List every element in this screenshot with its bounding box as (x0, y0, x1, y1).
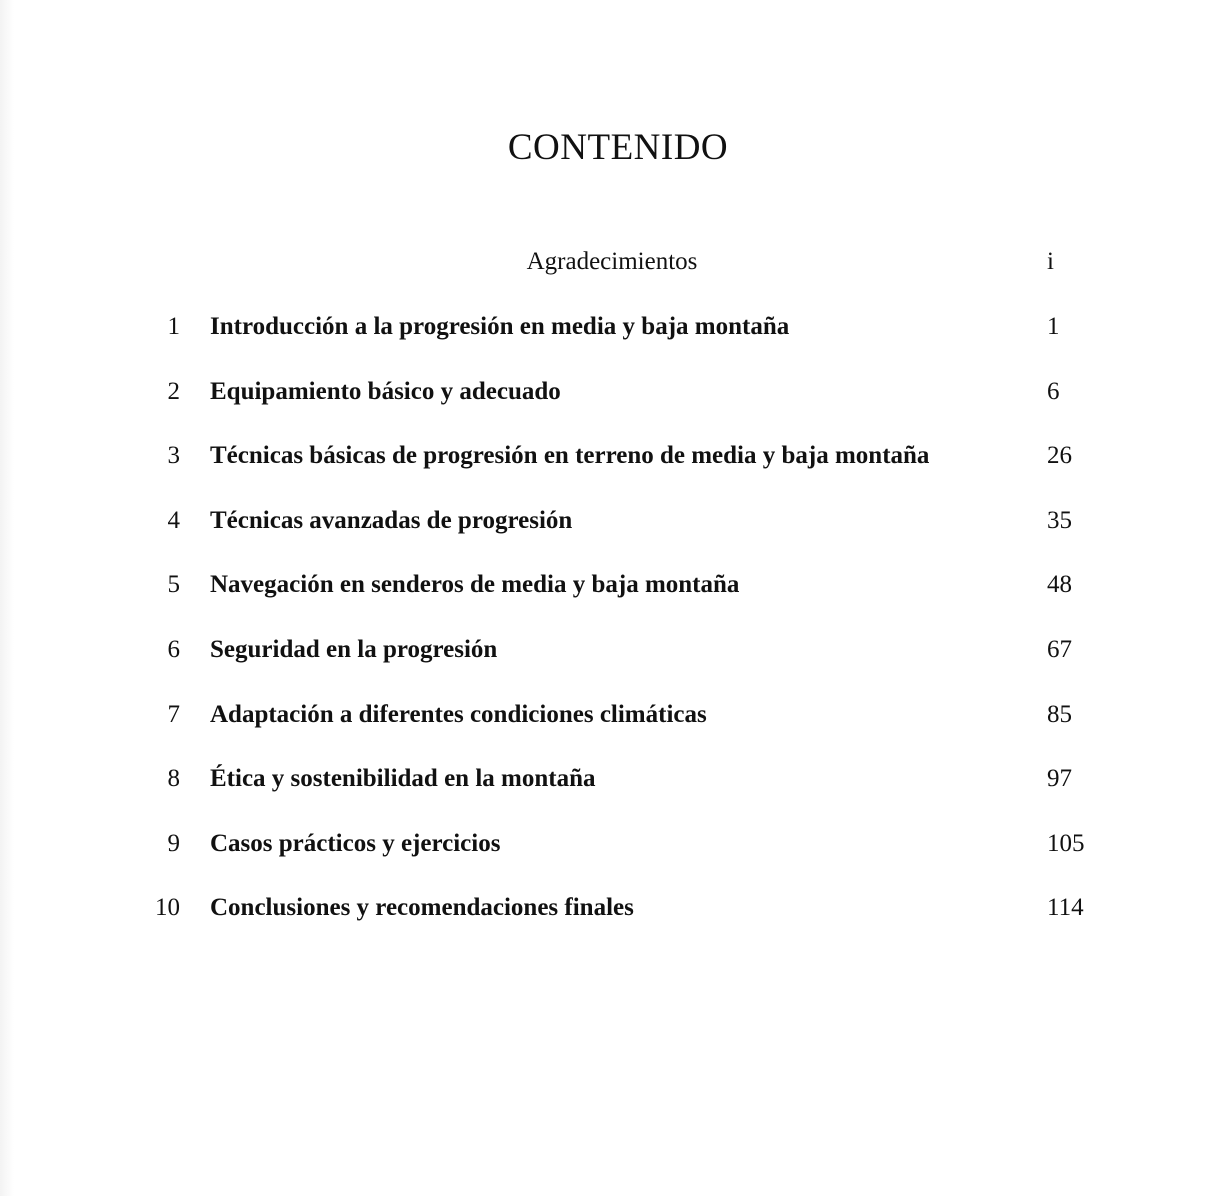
chapter-page: 97 (1047, 765, 1072, 793)
chapter-number: 4 (167, 506, 180, 534)
chapter-page: 114 (1047, 894, 1084, 922)
chapter-page: 105 (1047, 829, 1085, 857)
toc-entry[interactable] (0, 894, 1214, 928)
toc-entry[interactable] (0, 765, 1214, 799)
chapter-number: 8 (167, 765, 180, 793)
toc-front-matter-page: i (1047, 248, 1054, 275)
chapter-number: 7 (167, 700, 180, 728)
chapter-title[interactable]: Técnicas básicas de progresión en terreno de media y baja montaña (210, 442, 930, 470)
chapter-title[interactable]: Equipamiento básico y adecuado (210, 377, 561, 405)
chapter-page: 67 (1047, 636, 1072, 663)
chapter-page: 1 (1047, 313, 1060, 340)
toc-entry[interactable] (0, 636, 1214, 670)
toc-entry[interactable] (0, 442, 1214, 476)
chapter-title[interactable]: Seguridad en la progresión (210, 636, 498, 663)
toc-entry[interactable] (0, 830, 1214, 864)
chapter-number: 1 (167, 313, 180, 340)
toc-entry[interactable] (0, 571, 1214, 605)
chapter-title[interactable]: Técnicas avanzadas de progresión (210, 506, 573, 534)
chapter-page: 85 (1047, 700, 1072, 728)
toc-entry[interactable] (0, 701, 1214, 735)
chapter-page: 48 (1047, 571, 1072, 599)
chapter-number: 9 (167, 829, 180, 857)
chapter-title[interactable]: Introducción a la progresión en media y baja montaña (210, 313, 790, 340)
toc-entry[interactable] (0, 378, 1214, 412)
chapter-number: 5 (167, 571, 180, 599)
chapter-number: 3 (167, 442, 180, 470)
toc-entry[interactable] (0, 313, 1214, 347)
chapter-page: 35 (1047, 506, 1072, 534)
toc-front-matter-label: Agradecimientos (526, 248, 698, 275)
chapter-page: 6 (1047, 377, 1060, 405)
page-title: CONTENIDO (507, 127, 729, 168)
chapter-number: 10 (155, 894, 180, 922)
chapter-title[interactable]: Casos prácticos y ejercicios (210, 829, 501, 857)
chapter-title[interactable]: Ética y sostenibilidad en la montaña (210, 765, 596, 793)
chapter-number: 2 (167, 377, 180, 405)
chapter-title[interactable]: Conclusiones y recomendaciones finales (210, 894, 634, 922)
chapter-title[interactable]: Adaptación a diferentes condiciones climáticas (210, 700, 707, 728)
chapter-title[interactable]: Navegación en senderos de media y baja montaña (210, 571, 740, 599)
toc-entry[interactable] (0, 507, 1214, 541)
chapter-number: 6 (167, 636, 180, 663)
chapter-page: 26 (1047, 442, 1072, 470)
